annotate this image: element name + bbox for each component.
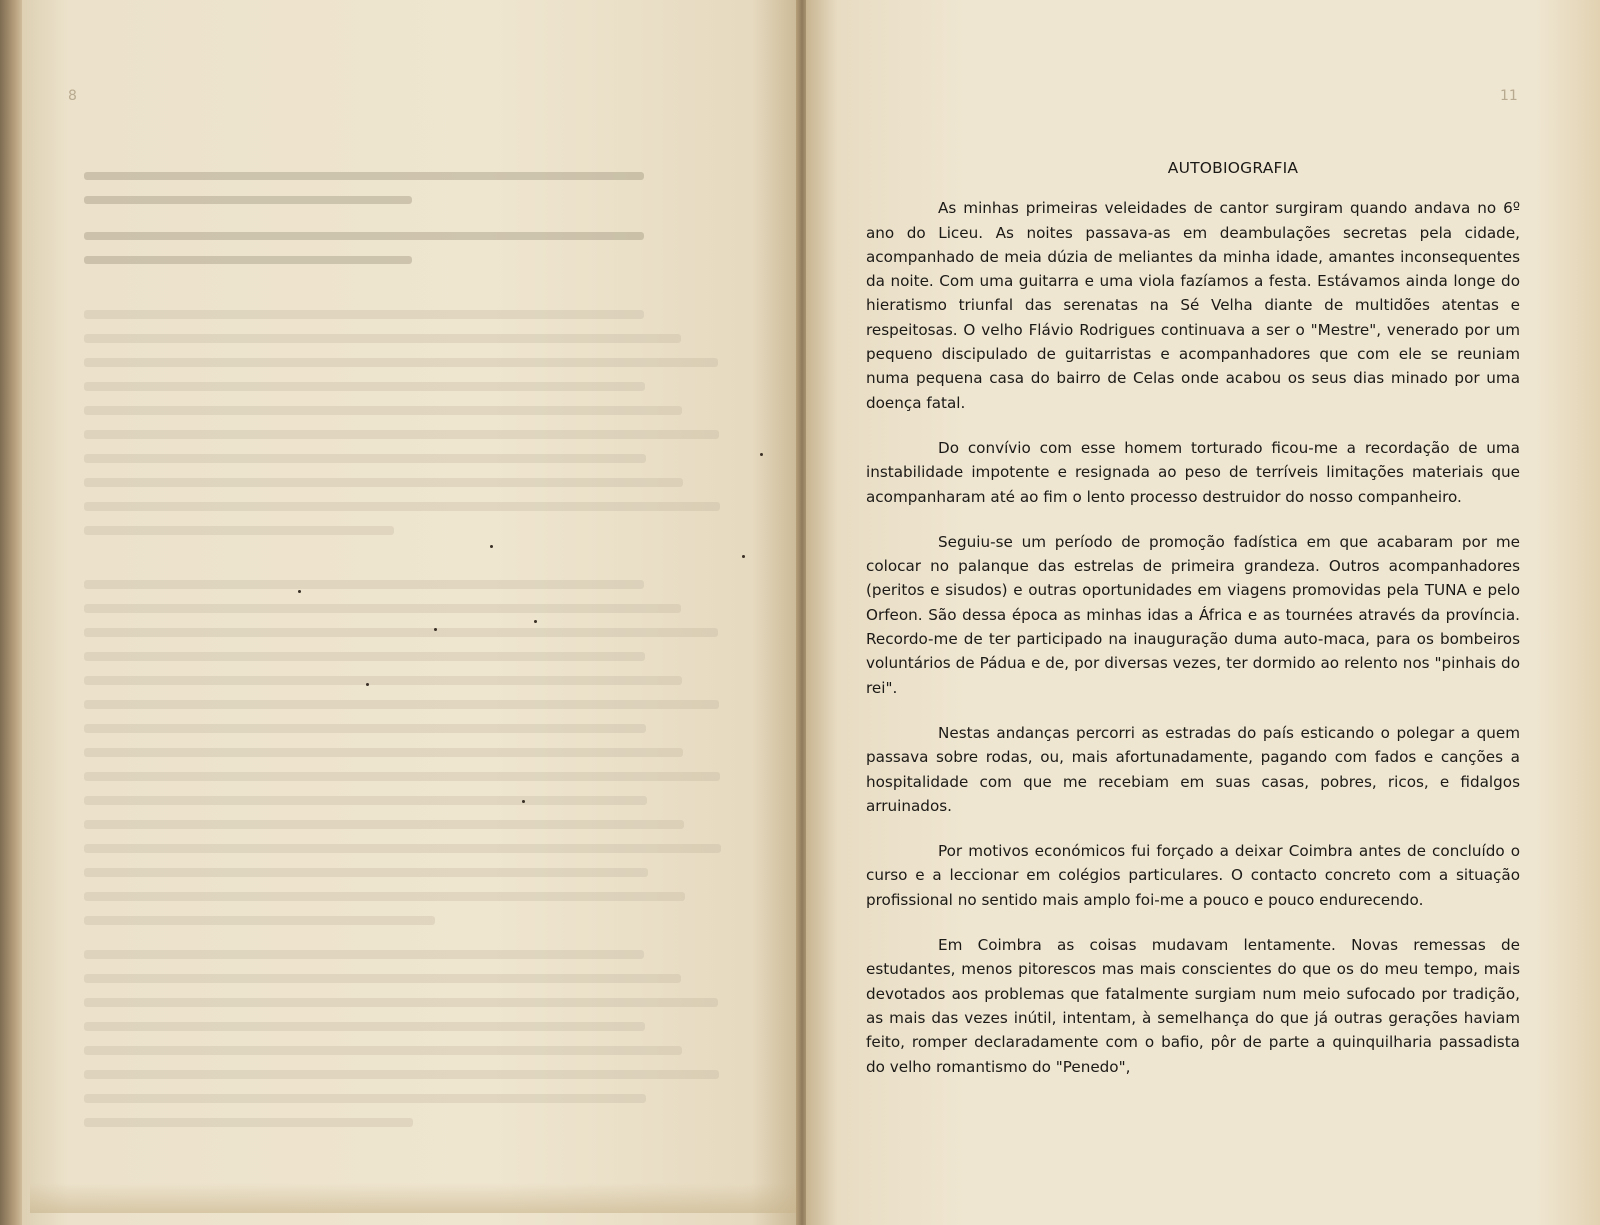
paper-speck (434, 628, 437, 631)
show-through-line (84, 916, 435, 925)
show-through-line (84, 676, 682, 685)
right-page (806, 0, 1600, 1225)
show-through-line (84, 950, 644, 959)
show-through-line (84, 796, 647, 805)
paper-speck (760, 453, 763, 456)
left-page-number: 8 (68, 88, 77, 104)
show-through-line (84, 1070, 719, 1079)
show-through-line (84, 974, 681, 983)
show-through-line (84, 700, 719, 709)
show-through-line (84, 1046, 682, 1055)
show-through-line (84, 604, 681, 613)
show-through-line (84, 196, 412, 204)
page-body (866, 156, 1520, 1100)
left-page (22, 0, 798, 1225)
show-through-line (84, 998, 718, 1007)
show-through-line (84, 256, 412, 264)
show-through-line (84, 772, 720, 781)
show-through-line (84, 358, 718, 367)
paper-speck (534, 620, 537, 623)
show-through-line (84, 628, 718, 637)
paper-speck (366, 683, 369, 686)
right-page-number: 11 (1500, 88, 1518, 104)
show-through-line (84, 580, 644, 589)
show-through-line (84, 502, 720, 511)
paper-speck (298, 590, 301, 593)
book-edge (0, 0, 24, 1225)
show-through-line (84, 748, 683, 757)
show-through-line (84, 406, 682, 415)
page-stain (30, 1183, 798, 1213)
show-through-line (84, 526, 394, 535)
show-through-line (84, 820, 684, 829)
show-through-line (84, 382, 645, 391)
show-through-line (84, 334, 681, 343)
paragraph-5: Por motivos económicos fui forçado a deixar Coimbra antes de concluído o curso e a leccionar em colégios particulares. O contacto concreto com a situação profissional no sentido mais amplo foi-me a pouco e pouco endurecendo. (866, 842, 1520, 909)
show-through-line (84, 1094, 646, 1103)
show-through-line (84, 844, 721, 853)
paragraph-1: As minhas primeiras veleidades de cantor surgiram quando andava no 6º ano do Liceu. As noites passava-as em deambulações secretas pela cidade, acompanhado de meia dúzia de meliantes da minha idade, amantes inconsequentes da noite. Com uma guitarra e uma viola fazíamos a festa. Estávamos ainda longe do hieratismo triunfal das serenatas na Sé Velha diante de multidões atentas e respeitosas. O velho Flávio Rodrigues continuava a ser o "Mestre", venerado por um pequeno discipulado de guitarristas e acompanhadores que com ele se reuniam numa pequena casa do bairro de Celas onde acabou os seus dias minado por uma doença fatal. (866, 199, 1520, 412)
show-through-line (84, 172, 644, 180)
show-through-line (84, 1022, 645, 1031)
show-through-line (84, 1118, 413, 1127)
show-through-line (84, 310, 644, 319)
paragraph-6: Em Coimbra as coisas mudavam lentamente. Novas remessas de estudantes, menos pitorescos mas mais conscientes do que os do meu tempo, mais devotados aos problemas que fatalmente surgiam num meio sufocado por tradição, as mais das vezes inútil, intentam, à semelhança do que já outras gerações haviam feito, romper declaradamente com o bafio, pôr de parte a quinquilharia passadista do velho romantismo do "Penedo", (866, 936, 1520, 1076)
page-title: AUTOBIOGRAFIA (1167, 159, 1299, 177)
show-through-line (84, 454, 646, 463)
paragraph-3: Seguiu-se um período de promoção fadística em que acabaram por me colocar no palanque das estrelas de primeira grandeza. Outros acompanhadores (peritos e sisudos) e outras oportunidades em viagens promovidas pela TUNA e pelo Orfeon. São dessa época as minhas idas a África e as tournées através da província. Recordo-me de ter participado na inauguração duma auto-maca, para os bombeiros voluntários de Pádua e de, por diversas vezes, ter dormido ao relento nos "pinhais do rei". (866, 532, 1520, 697)
show-through-line (84, 652, 645, 661)
paragraph-4: Nestas andanças percorri as estradas do país esticando o polegar a quem passava sobre rodas, ou, mais afortunadamente, pagando com fados e canções a hospitalidade com que me recebiam em suas casas, pobres, ricos, e fidalgos arruinados. (866, 723, 1520, 815)
show-through-line (84, 478, 683, 487)
paper-speck (742, 555, 745, 558)
show-through-line (84, 724, 646, 733)
show-through-line (84, 232, 644, 240)
paper-speck (522, 800, 525, 803)
paper-speck (490, 545, 493, 548)
show-through-line (84, 868, 648, 877)
paragraph-2: Do convívio com esse homem torturado ficou-me a recordação de uma instabilidade impotente e resignada ao peso de terríveis limitações materiais que acompanharam até ao fim o lento processo destruidor do nosso companheiro. (866, 438, 1520, 506)
show-through-line (84, 892, 685, 901)
show-through-line (84, 430, 719, 439)
